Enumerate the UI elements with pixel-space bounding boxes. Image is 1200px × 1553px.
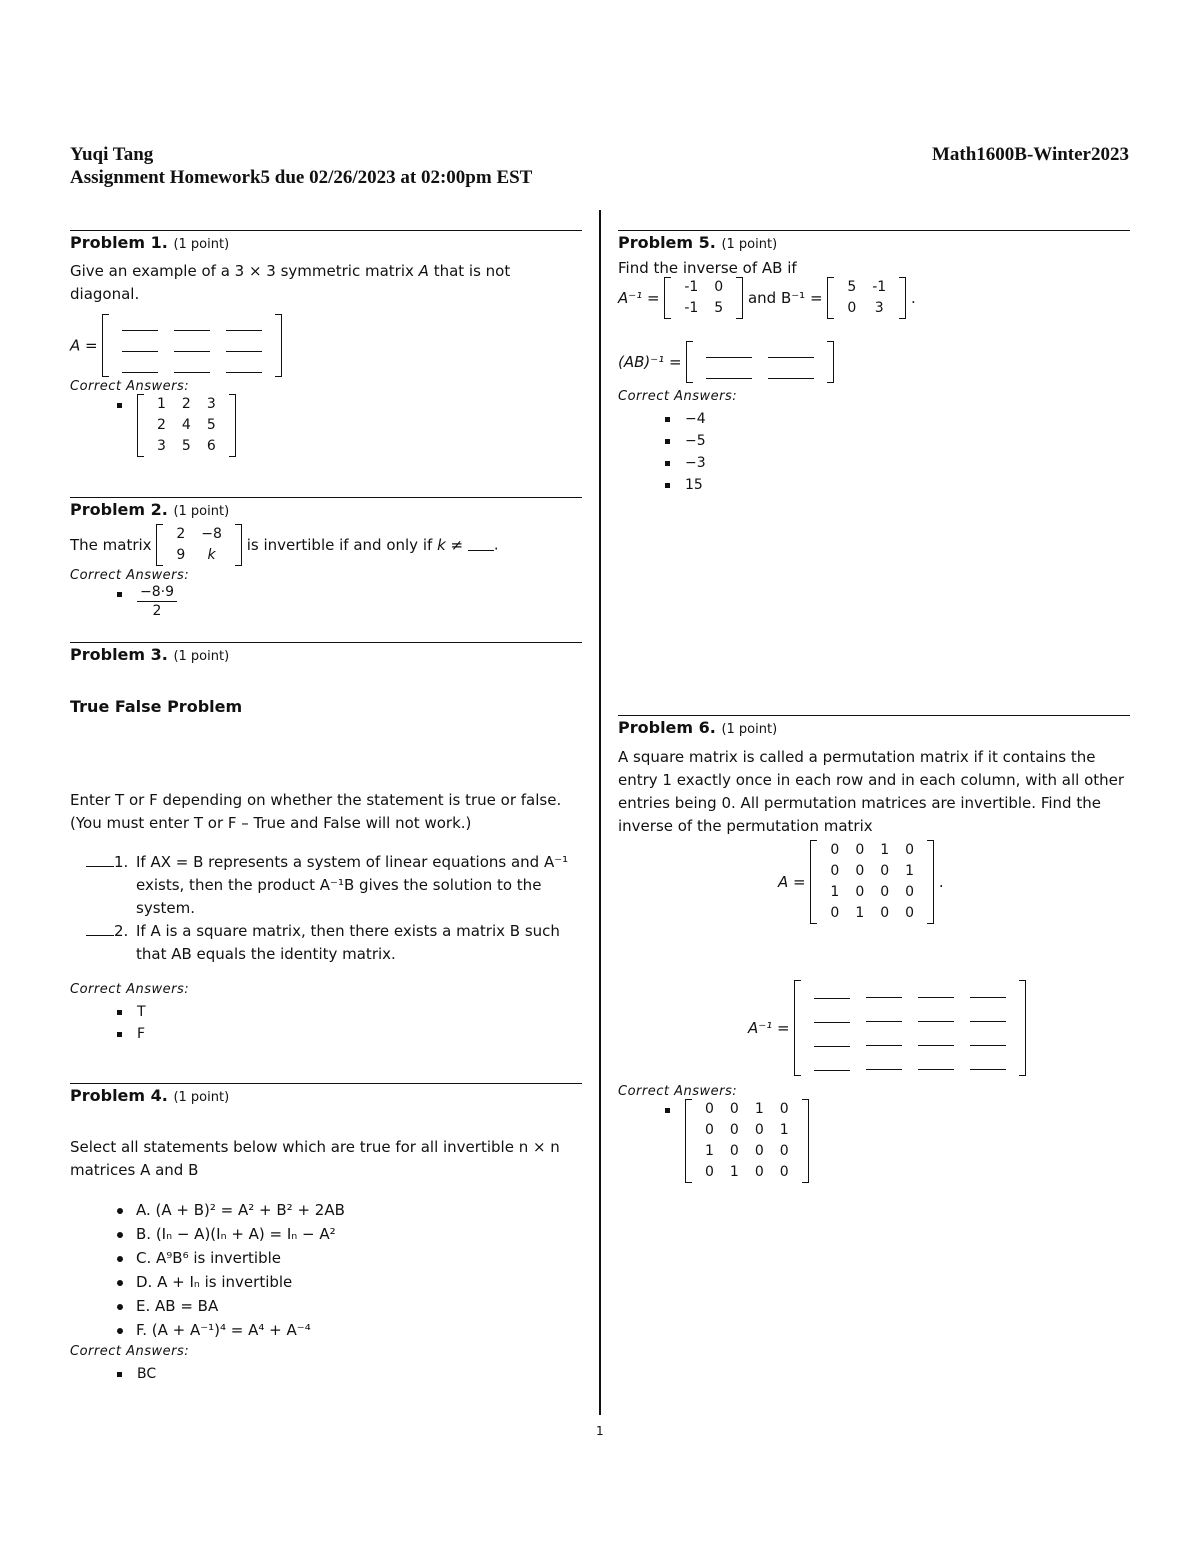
answer-item: −5 xyxy=(618,430,1130,452)
answer-list xyxy=(70,394,582,457)
entry-input[interactable] xyxy=(918,1009,954,1022)
problem-text: The matrix 2 −8 9 k is invertible if and only if k ≠ . xyxy=(70,524,582,566)
entry-input[interactable] xyxy=(918,985,954,998)
entry-input[interactable] xyxy=(814,1034,850,1047)
problem-3 xyxy=(70,642,582,1083)
option-item[interactable]: A. (A + B)² = A² + B² + 2AB xyxy=(70,1198,582,1222)
answer-list xyxy=(70,1363,582,1385)
entry-input[interactable] xyxy=(226,339,262,352)
problem-title: Problem 5. xyxy=(618,233,716,252)
a-inverse-matrix: -1 0 -1 5 xyxy=(664,277,743,319)
entry-input[interactable] xyxy=(122,339,158,352)
entry-input[interactable] xyxy=(174,339,210,352)
points-label: (1 point) xyxy=(173,504,230,519)
entry-input[interactable] xyxy=(866,985,902,998)
correct-answers-label: Correct Answers: xyxy=(70,982,190,997)
option-item[interactable]: B. (Iₙ − A)(Iₙ + A) = Iₙ − A² xyxy=(70,1222,582,1246)
matrix-lhs: A = xyxy=(70,336,98,355)
answer-matrix: 0 0 1 0 0 0 0 1 1 0 0 0 0 1 0 0 xyxy=(685,1099,809,1183)
tf-item: 1. If AX = B represents a system of linear equations and A⁻¹ exists, then the product A⁻¹B gives the solution to the system. xyxy=(70,851,582,920)
problem-4 xyxy=(70,1083,582,1385)
points-label: (1 point) xyxy=(721,237,778,252)
entry-input[interactable] xyxy=(768,366,814,379)
option-item[interactable]: C. A⁹B⁶ is invertible xyxy=(70,1246,582,1270)
answer-list xyxy=(70,1001,582,1045)
page-number: 1 xyxy=(596,1424,604,1438)
points-label: (1 point) xyxy=(173,237,230,252)
entry-input[interactable] xyxy=(970,985,1006,998)
option-list xyxy=(70,1198,582,1342)
answer-input-row: A⁻¹ = xyxy=(618,980,1130,1076)
answer-item: F xyxy=(70,1023,582,1045)
answer-item: 15 xyxy=(618,474,1130,496)
problem-title: Problem 2. xyxy=(70,500,168,519)
course-name: Math1600B-Winter2023 xyxy=(931,144,1129,165)
answer-matrix-input xyxy=(794,980,1026,1076)
answer-fraction: $\frac{-8\cdot 9}{2}$ xyxy=(137,583,177,620)
permutation-matrix: 0 0 1 0 0 0 0 1 1 0 0 0 0 1 0 0 xyxy=(810,840,934,924)
answer-input-row: (AB)⁻¹ = xyxy=(618,341,1130,383)
entry-input[interactable] xyxy=(970,1009,1006,1022)
entry-input[interactable] xyxy=(814,1010,850,1023)
matrix-answer-row xyxy=(70,314,582,377)
answer-list xyxy=(618,1099,1130,1183)
given-matrices: A⁻¹ = -1 0 -1 5 and B⁻¹ = 5 -1 0 3 . xyxy=(618,277,1130,319)
problem-title: Problem 1. xyxy=(70,233,168,252)
entry-input[interactable] xyxy=(866,1009,902,1022)
tf-answer-input[interactable] xyxy=(86,921,114,936)
b-inverse-matrix: 5 -1 0 3 xyxy=(827,277,906,319)
correct-answers-label: Correct Answers: xyxy=(618,389,738,404)
answer-item: −4 xyxy=(618,408,1130,430)
entry-input[interactable] xyxy=(122,318,158,331)
answer-matrix-input xyxy=(102,314,282,377)
entry-input[interactable] xyxy=(706,345,752,358)
entry-input[interactable] xyxy=(706,366,752,379)
entry-input[interactable] xyxy=(918,1057,954,1070)
problem-text: Give an example of a 3 × 3 symmetric matrix A that is not diagonal. xyxy=(70,262,511,303)
problem-text: Find the inverse of AB if xyxy=(618,259,797,277)
problem-text: A square matrix is called a permutation matrix if it contains the entry 1 exactly once in each row and in each column, with all other entries being 0. All permutation matrices are invertible. Find the inverse of the permutation matrix xyxy=(618,748,1125,835)
correct-answers-label: Correct Answers: xyxy=(618,1084,738,1099)
problem-5 xyxy=(618,230,1130,715)
left-column xyxy=(70,230,582,1385)
answer-matrix-input xyxy=(686,341,834,383)
problem-instructions: Enter T or F depending on whether the statement is true or false. (You must enter T or F – True and False will not work.) xyxy=(70,791,562,832)
points-label: (1 point) xyxy=(173,1090,230,1105)
assignment-title: Assignment Homework5 due 02/26/2023 at 02:00pm EST xyxy=(70,167,533,188)
entry-input[interactable] xyxy=(226,360,262,373)
correct-answers-label: Correct Answers: xyxy=(70,379,190,394)
entry-input[interactable] xyxy=(866,1033,902,1046)
tf-item: 2. If A is a square matrix, then there exists a matrix B such that AB equals the identity matrix. xyxy=(70,920,582,966)
problem-1 xyxy=(70,230,582,497)
problem-title: Problem 3. xyxy=(70,645,168,664)
entry-input[interactable] xyxy=(970,1033,1006,1046)
points-label: (1 point) xyxy=(721,722,778,737)
option-item[interactable]: D. A + Iₙ is invertible xyxy=(70,1270,582,1294)
entry-input[interactable] xyxy=(768,345,814,358)
answer-list xyxy=(618,408,1130,496)
problem-subtitle: True False Problem xyxy=(70,697,243,716)
answer-item: BC xyxy=(70,1363,582,1385)
entry-input[interactable] xyxy=(174,318,210,331)
given-matrix-row: A = 0 0 1 0 0 0 0 1 1 0 0 0 0 1 0 0 . xyxy=(618,840,1130,924)
entry-input[interactable] xyxy=(866,1057,902,1070)
entry-input[interactable] xyxy=(122,360,158,373)
entry-input[interactable] xyxy=(226,318,262,331)
correct-answers-label: Correct Answers: xyxy=(70,1344,190,1359)
entry-input[interactable] xyxy=(814,986,850,999)
entry-input[interactable] xyxy=(970,1057,1006,1070)
problem-matrix: 2 −8 9 k xyxy=(156,524,242,566)
option-item[interactable]: E. AB = BA xyxy=(70,1294,582,1318)
answer-item: T xyxy=(70,1001,582,1023)
answer-list xyxy=(70,583,582,620)
column-divider xyxy=(599,210,601,1415)
points-label: (1 point) xyxy=(173,649,230,664)
problem-text: Select all statements below which are true for all invertible n × n matrices A and B xyxy=(70,1138,560,1179)
answer-item: −3 xyxy=(618,452,1130,474)
right-column xyxy=(618,230,1130,1183)
answer-matrix: 1 2 3 2 4 5 3 5 6 xyxy=(137,394,236,457)
entry-input[interactable] xyxy=(918,1033,954,1046)
tf-answer-input[interactable] xyxy=(86,852,114,867)
problem-title: Problem 6. xyxy=(618,718,716,737)
problem-6 xyxy=(618,715,1130,1183)
entry-input[interactable] xyxy=(814,1058,850,1071)
student-name: Yuqi Tang xyxy=(70,144,154,165)
tf-items xyxy=(70,851,582,966)
correct-answers-label: Correct Answers: xyxy=(70,568,190,583)
k-input[interactable] xyxy=(468,540,494,551)
problem-2 xyxy=(70,497,582,642)
entry-input[interactable] xyxy=(174,360,210,373)
problem-title: Problem 4. xyxy=(70,1086,168,1105)
option-item[interactable]: F. (A + A⁻¹)⁴ = A⁴ + A⁻⁴ xyxy=(70,1318,582,1342)
